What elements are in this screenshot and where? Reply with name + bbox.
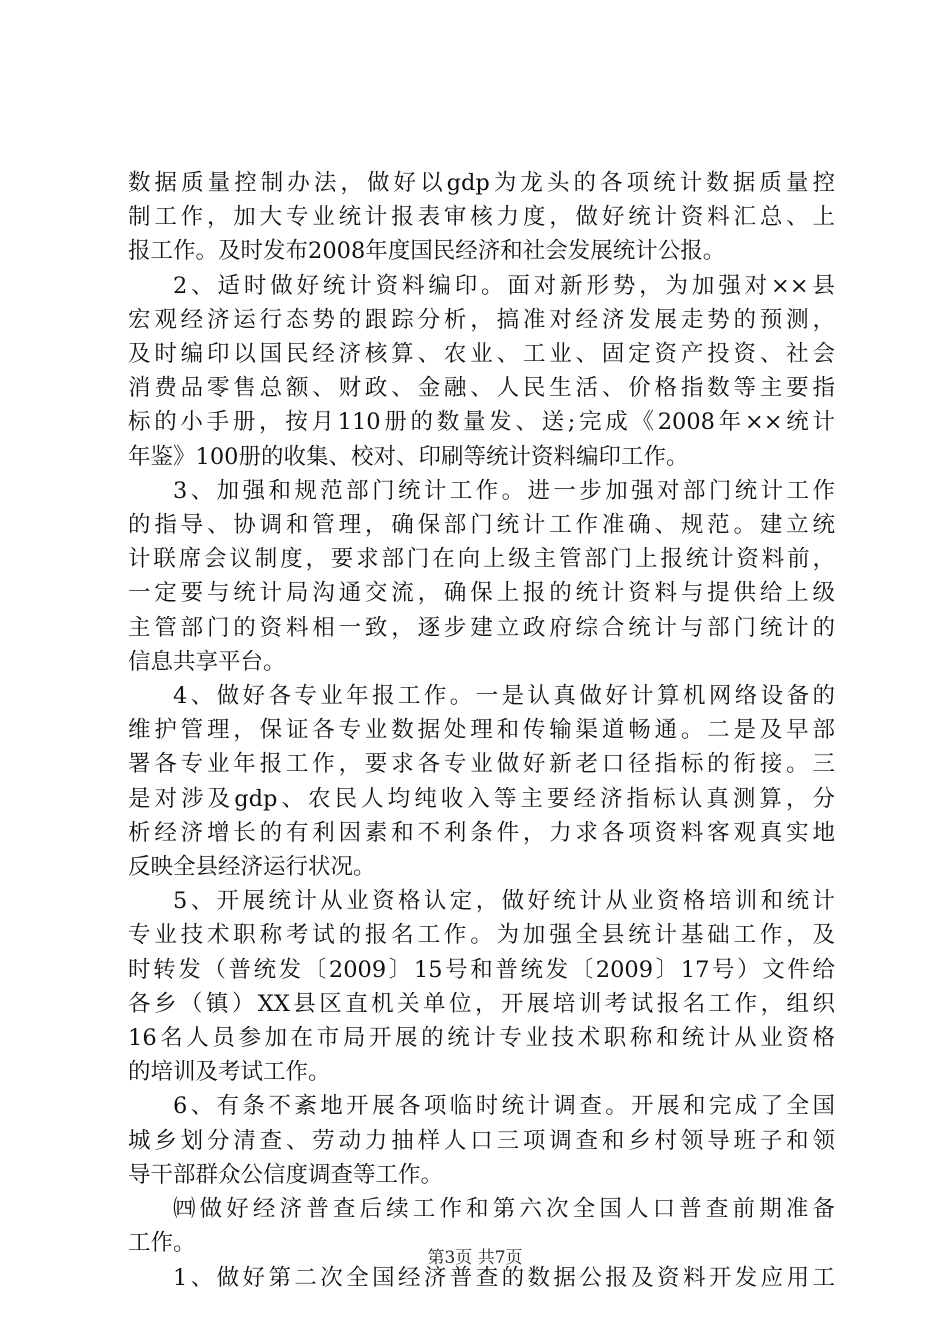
text-line: 主管部门的资料相一致，逐步建立政府综合统计与部门统计的 bbox=[128, 614, 835, 641]
text-line: 署各专业年报工作，要求各专业做好新老口径指标的衔接。三 bbox=[128, 751, 835, 778]
page-footer: 第3页 共7页 bbox=[427, 1248, 523, 1268]
text-line: 工作。 bbox=[128, 1230, 196, 1257]
text-line: 标的小手册，按月110册的数量发、送;完成《2008年××统计 bbox=[128, 409, 835, 436]
text-line: 析经济增长的有利因素和不利条件，力求各项资料客观真实地 bbox=[128, 819, 835, 846]
text-line: 1、做好第二次全国经济普查的数据公报及资料开发应用工 bbox=[173, 1264, 835, 1291]
text-line: 消费品零售总额、财政、金融、人民生活、价格指数等主要指 bbox=[128, 375, 835, 402]
text-line: 各乡（镇）XX县区直机关单位，开展培训考试报名工作，组织 bbox=[128, 990, 835, 1017]
paragraph bbox=[128, 1089, 835, 1192]
text-line: 城乡划分清查、劳动力抽样人口三项调查和乡村领导班子和领 bbox=[128, 1127, 835, 1154]
paragraph bbox=[128, 884, 835, 1089]
text-line: 宏观经济运行态势的跟踪分析，搞准对经济发展走势的预测， bbox=[128, 306, 835, 333]
text-line: 年鉴》100册的收集、校对、印刷等统计资料编印工作。 bbox=[128, 443, 689, 470]
paragraph bbox=[128, 679, 835, 884]
text-line: 是对涉及gdp、农民人均纯收入等主要经济指标认真测算，分 bbox=[128, 785, 835, 812]
text-line: 6、有条不紊地开展各项临时统计调查。开展和完成了全国 bbox=[173, 1093, 835, 1120]
text-line: 反映全县经济运行状况。 bbox=[128, 854, 376, 881]
text-line: 16名人员参加在市局开展的统计专业技术职称和统计从业资格 bbox=[128, 1025, 835, 1052]
text-line: 及时编印以国民经济核算、农业、工业、固定资产投资、社会 bbox=[128, 341, 835, 368]
text-line: 专业技术职称考试的报名工作。为加强全县统计基础工作，及 bbox=[128, 922, 835, 949]
paragraph bbox=[128, 166, 835, 269]
paragraph bbox=[128, 269, 835, 474]
text-line: 3、加强和规范部门统计工作。进一步加强对部门统计工作 bbox=[173, 477, 835, 504]
text-line: 一定要与统计局沟通交流，确保上报的统计资料与提供给上级 bbox=[128, 580, 835, 607]
text-line: 数据质量控制办法，做好以gdp为龙头的各项统计数据质量控 bbox=[128, 170, 835, 196]
text-line: 4、做好各专业年报工作。一是认真做好计算机网络设备的 bbox=[173, 683, 835, 710]
text-line: ㈣做好经济普查后续工作和第六次全国人口普查前期准备 bbox=[173, 1196, 835, 1223]
text-line: 信息共享平台。 bbox=[128, 648, 286, 675]
text-line: 的指导、协调和管理，确保部门统计工作准确、规范。建立统 bbox=[128, 512, 835, 539]
document-body bbox=[128, 166, 835, 1295]
text-line: 的培训及考试工作。 bbox=[128, 1059, 331, 1086]
text-line: 计联席会议制度，要求部门在向上级主管部门上报统计资料前， bbox=[128, 546, 835, 573]
text-line: 制工作，加大专业统计报表审核力度，做好统计资料汇总、上 bbox=[128, 204, 835, 231]
text-line: 2、适时做好统计资料编印。面对新形势，为加强对××县 bbox=[173, 272, 835, 299]
text-line: 报工作。及时发布2008年度国民经济和社会发展统计公报。 bbox=[128, 238, 726, 265]
paragraph bbox=[128, 474, 835, 679]
text-line: 导干部群众公信度调查等工作。 bbox=[128, 1161, 444, 1188]
text-line: 5、开展统计从业资格认定，做好统计从业资格培训和统计 bbox=[173, 888, 835, 915]
text-line: 时转发（普统发〔2009〕15号和普统发〔2009〕17号）文件给 bbox=[128, 956, 835, 983]
text-line: 维护管理，保证各专业数据处理和传输渠道畅通。二是及早部 bbox=[128, 717, 835, 744]
